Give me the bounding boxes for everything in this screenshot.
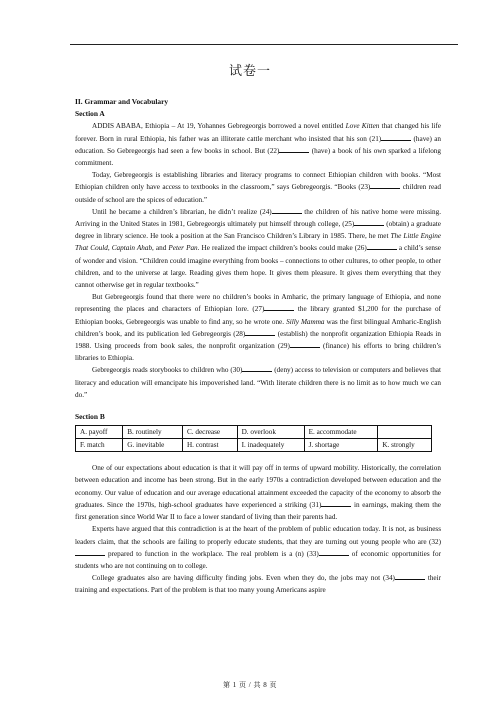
word-bank-cell: K. strongly xyxy=(378,439,432,452)
answer-blank[interactable] xyxy=(245,328,275,336)
section-b-paragraph-3 xyxy=(75,572,441,596)
word-bank-cell: E. accommodate xyxy=(304,426,378,439)
section-a-paragraph-3 xyxy=(75,206,441,291)
section-a-label: Section A xyxy=(75,109,105,119)
text-run: that changed his life forever. Born in rural Ethiopia, his father was an illiterate cattle merchant who insisted that his son (21) xyxy=(75,122,441,143)
answer-blank[interactable] xyxy=(370,181,400,189)
italic-title: Peter Pan xyxy=(168,244,198,253)
answer-blank[interactable] xyxy=(242,364,272,372)
section-a-paragraph-1 xyxy=(75,120,441,169)
word-bank-row xyxy=(76,426,432,439)
text-run: . He realized the impact children’s books could make (26) xyxy=(197,244,367,253)
text-run: children read outside of school are the spices of education.” xyxy=(75,183,441,204)
answer-blank[interactable] xyxy=(395,572,425,580)
word-bank-cell: A. payoff xyxy=(76,426,123,439)
answer-blank[interactable] xyxy=(264,303,294,311)
answer-blank[interactable] xyxy=(321,499,351,507)
section-b-label: Section B xyxy=(75,412,105,422)
answer-blank[interactable] xyxy=(319,548,349,556)
italic-title: The Little Engine That Could xyxy=(75,232,441,253)
text-run: But Gebregeorgis found that there were no children’s books in Amharic, the primary language of Ethiopia, and none representing the places and characters of Ethiopian lore. (27) xyxy=(75,293,441,314)
text-run: , and xyxy=(152,244,169,253)
text-run: (have) an education. So Gebregeorgis had seen a few books in school. But (22) xyxy=(75,134,441,155)
text-run: a child’s sense of wonder and vision. “Children could imagine everything from books – connections to other cultures, to other people, to other children, and to the universe at large. Reading gives them hope. It gives them pleasure. It gives them everything that they cannot otherwise get in regular textbooks.” xyxy=(75,244,441,290)
word-bank-cell: H. contrast xyxy=(182,439,237,452)
text-run: Experts have argued that this contradiction is at the heart of the problem of public education today. It is not, as business leaders claim, that the schools are failing to properly educate students, that they are turning out young people who are (32) xyxy=(75,525,441,546)
italic-title: Love Kitten xyxy=(345,122,380,131)
answer-blank[interactable] xyxy=(279,145,309,153)
page-title: 试卷一 xyxy=(228,63,271,78)
answer-blank[interactable] xyxy=(381,133,411,141)
text-run: the library granted $1,200 for the purchase of Ethiopian books, Gebregeorgis was unable to find any, so he wrote one. xyxy=(75,305,441,326)
answer-blank[interactable] xyxy=(354,218,384,226)
section-b-paragraph-2 xyxy=(75,523,441,572)
text-run: (deny) access to television or computers and believes that literacy and education will emancipate his impoverished land. “With literate children there is no limit as to how much we can do.” xyxy=(75,366,441,399)
text-run: of economic opportunities for students who are not continuing on to college. xyxy=(75,549,442,570)
text-run: (establish) the nonprofit organization Ethiopia Reads in 1988. Using proceeds from book sales, the nonprofit organization (29) xyxy=(75,329,441,351)
italic-title: Captain Ahab xyxy=(111,244,153,253)
word-bank-cell: B. routinely xyxy=(123,426,183,439)
word-bank-cell: I. inadequately xyxy=(237,439,304,452)
word-bank-cell xyxy=(378,426,432,439)
text-run: their training and expectations. Part of the problem is that too many young Americans aspire xyxy=(75,574,441,595)
section-a-paragraph-4 xyxy=(75,291,441,364)
text-run: prepared to function in the workplace. The real problem is a (n) (33) xyxy=(105,549,319,558)
page-footer: 第 1 页 / 共 8 页 xyxy=(223,681,277,689)
text-run: College graduates also are having difficulty finding jobs. Even when they do, the jobs may not (34) xyxy=(92,574,395,583)
text-run: (obtain) a graduate degree in library science. He took a position at the San Francisco Children’s Library in 1985. There, he met xyxy=(75,220,441,241)
section-a-paragraph-2 xyxy=(75,169,441,206)
word-bank-cell: D. overlook xyxy=(237,426,304,439)
word-bank-cell: G. inevitable xyxy=(123,439,183,452)
exam-content xyxy=(75,96,441,597)
text-run: Gebregeorgis reads storybooks to children who (30) xyxy=(92,366,243,375)
italic-title: Silly Mamma xyxy=(286,317,325,326)
text-run: (finance) his efforts to bring children’s libraries to Ethiopia. xyxy=(75,342,441,363)
text-run: (have) a book of his own sparked a lifelong commitment. xyxy=(75,146,441,168)
word-bank-row xyxy=(76,439,432,452)
header-rule xyxy=(70,44,458,45)
text-run: One of our expectations about education is that it will pay off in terms of upward mobility. Historically, the correlation between education and income has been strong. But in the early 1970s a contradiction developed between education and the economy. Our value of education and our average educational attainment exceeded the capacity of the economy to absorb the graduates. Since the 1970s, high-school graduates have experienced a striking (31) xyxy=(75,464,441,509)
answer-blank[interactable] xyxy=(367,242,397,250)
section-heading: II. Grammar and Vocabulary xyxy=(75,97,169,106)
answer-blank[interactable] xyxy=(272,206,302,214)
word-bank-cell: C. decrease xyxy=(182,426,237,439)
text-run: was the first bilingual Amharic-English children’s book, and its publication led Gebregeorgis (28) xyxy=(75,317,441,338)
answer-blank[interactable] xyxy=(290,340,320,348)
text-run: in earnings, making them the first generation since World War II to face a lower standard of living than their parents had. xyxy=(75,500,441,522)
word-bank-cell: J. shortage xyxy=(304,439,378,452)
section-b-paragraph-1 xyxy=(75,462,441,523)
word-bank-table xyxy=(75,425,432,452)
word-bank-cell: F. match xyxy=(76,439,123,452)
text-run: the children of his native home were missing. Arriving in the United States in 1981, Gebregeorgis ultimately put himself through college, (25) xyxy=(75,207,441,229)
text-run: , xyxy=(107,244,112,253)
text-run: Today, Gebregeorgis is establishing libraries and literacy programs to connect Ethiopian children with books. “Most Ethiopian children only have access to textbooks in the classroom,” says Gebregeorgis. “Books (23) xyxy=(75,171,441,192)
section-a-paragraph-5 xyxy=(75,364,441,401)
text-run: ADDIS ABABA, Ethiopia – At 19, Yohannes Gebregeorgis borrowed a novel entitled xyxy=(92,122,346,131)
text-run: Until he became a children’s librarian, he didn’t realize (24) xyxy=(92,207,272,216)
answer-blank[interactable] xyxy=(75,548,105,556)
